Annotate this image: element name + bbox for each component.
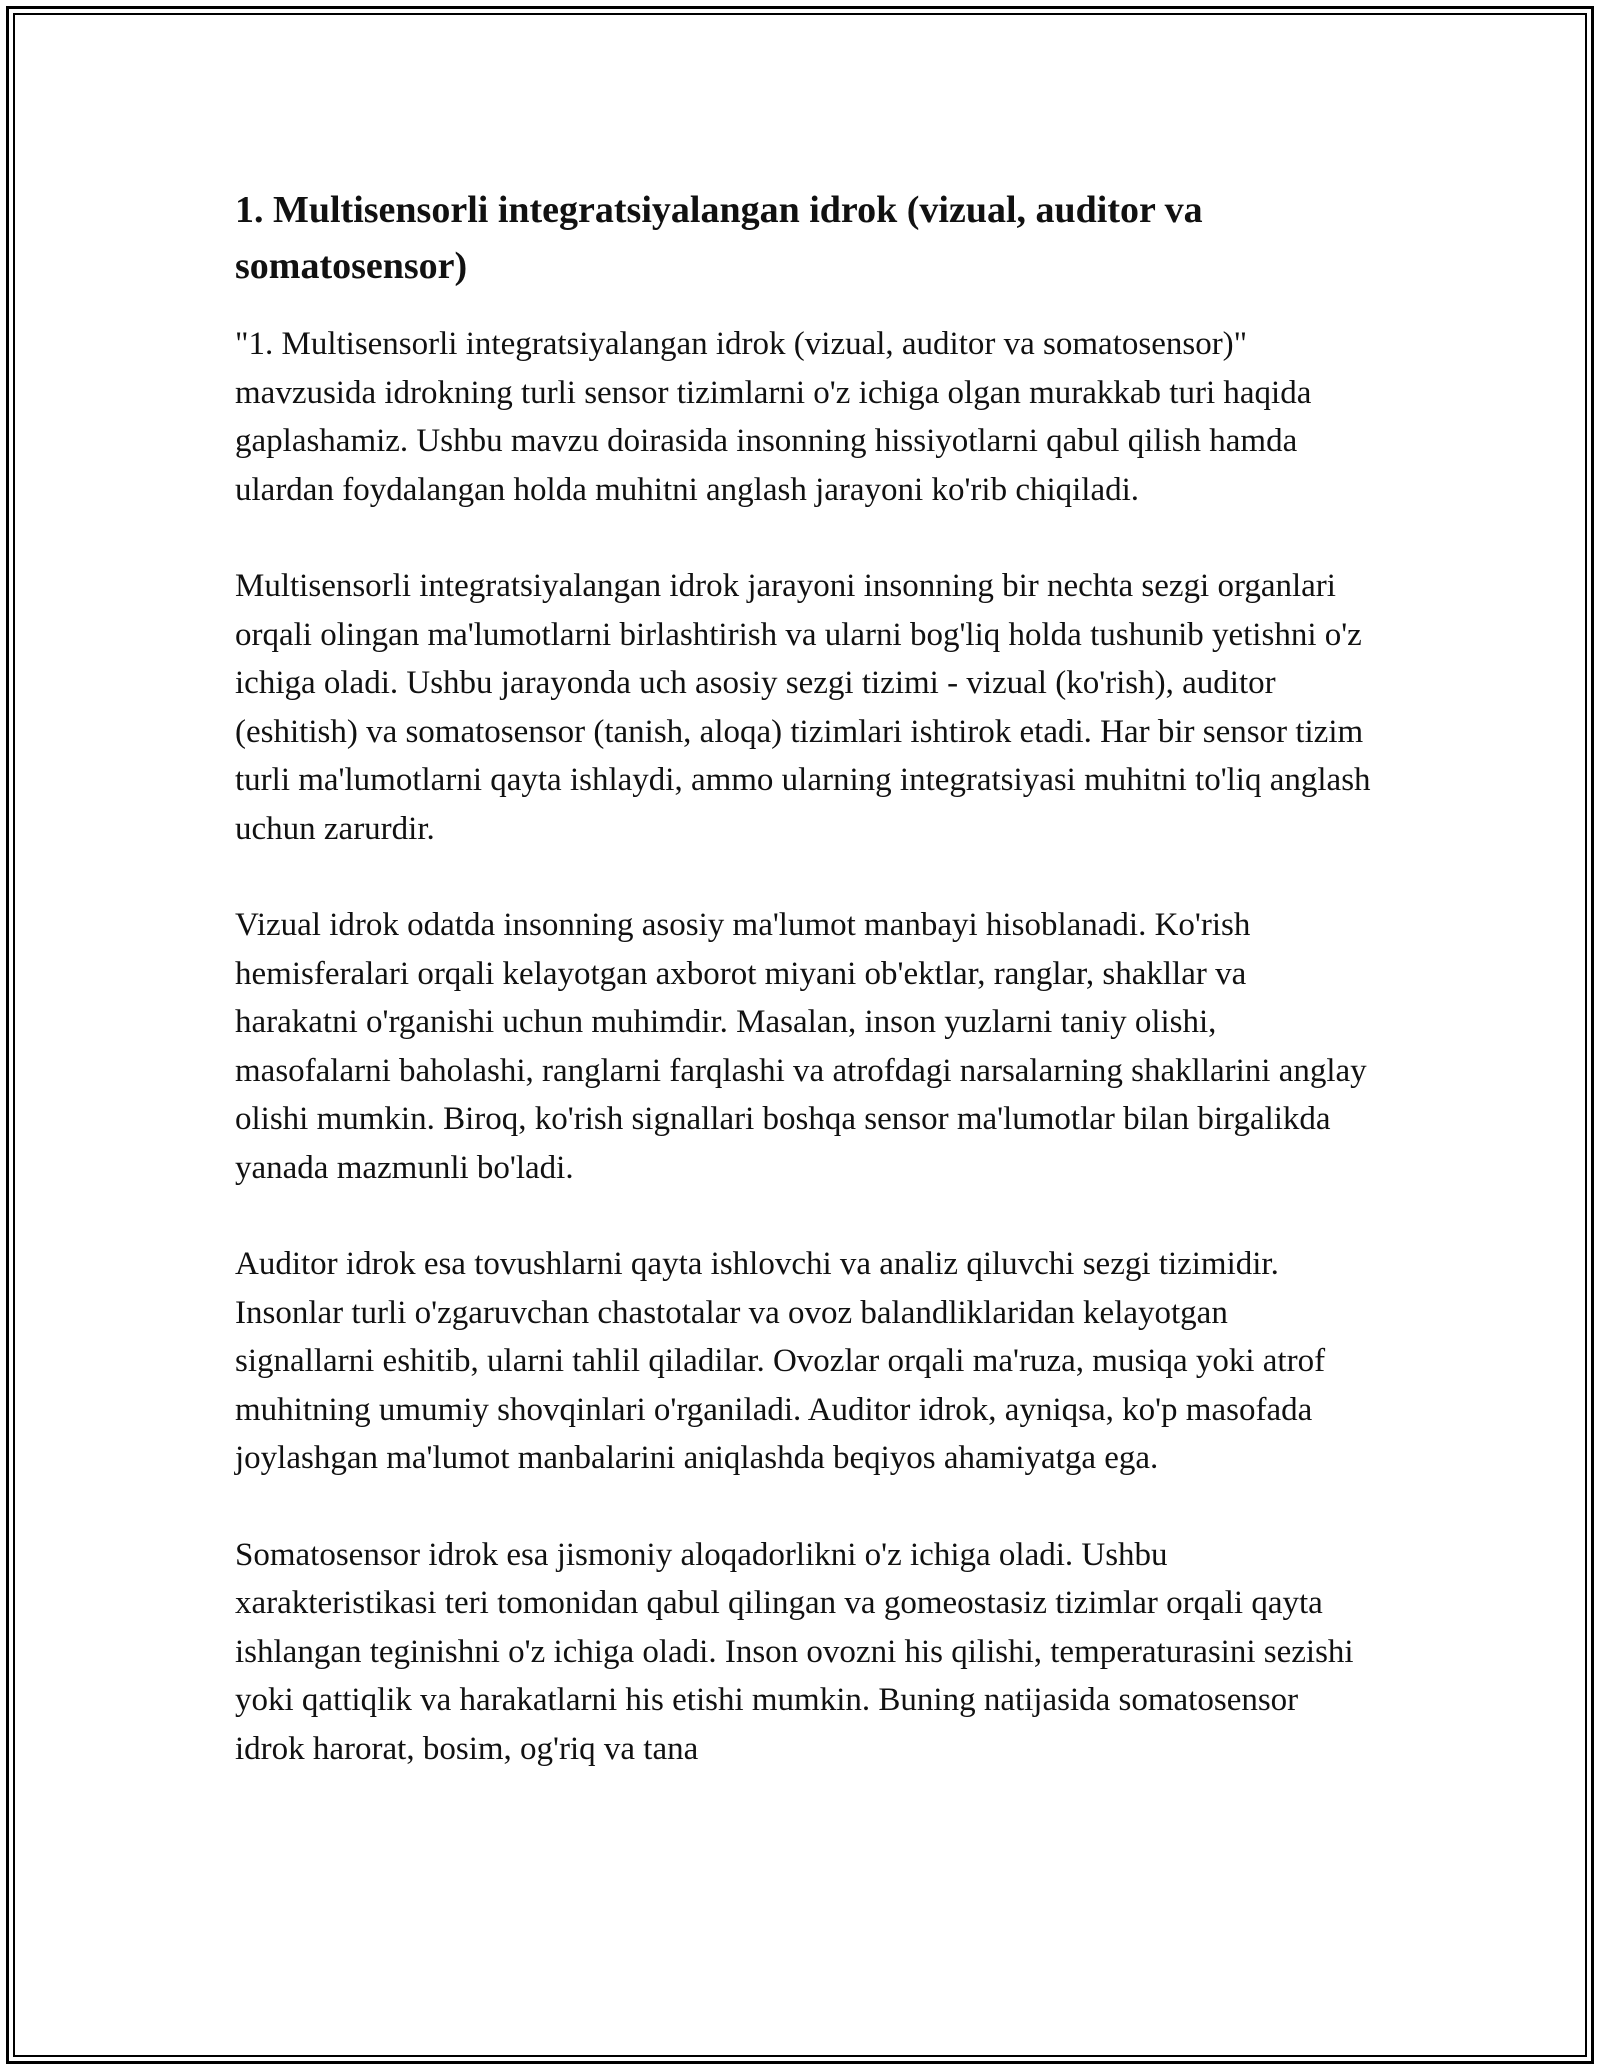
paragraph-integration: Multisensorli integratsiyalangan idrok jarayoni insonning bir nechta sezgi organlari orqali olingan ma'lumotlarni birlashtirish va ularni bog'liq holda tushunib yetishni o'z ichiga oladi. Ushbu jarayonda uch asosiy sezgi tizimi - vizual (ko'rish), auditor (eshitish) va somatosensor (tanish, aloqa) tizimlari ishtirok etadi. Har bir sensor tizim turli ma'lumotlarni qayta ishlaydi, ammo ularning integratsiyasi muhitni to'liq anglash uchun zarurdir. <box>235 568 1371 847</box>
paragraph-intro: "1. Multisensorli integratsiyalangan idrok (vizual, auditor va somatosensor)" mavzusida idrokning turli sensor tizimlarni o'z ichiga olgan murakkab turi haqida gaplashamiz. Ushbu mavzu doirasida insonning hissiyotlarni qabul qilish hamda ulardan foydalangan holda muhitni anglash jarayoni ko'rib chiqiladi. <box>235 326 1312 508</box>
paragraph-somatosensory: Somatosensor idrok esa jismoniy aloqadorlikni o'z ichiga oladi. Ushbu xarakteristikasi teri tomonidan qabul qilingan va gomeostasiz tizimlar orqali qayta ishlangan teginishni o'z ichiga oladi. Inson ovozni his qilishi, temperaturasini sezishi yoki qattiqlik va harakatlarni his etishi mumkin. Buning natijasida somatosensor idrok harorat, bosim, og'riq va tana <box>235 1536 1354 1767</box>
paragraph-visual: Vizual idrok odatda insonning asosiy ma'lumot manbayi hisoblanadi. Ko'rish hemisferalari orqali kelayotgan axborot miyani ob'ektlar, ranglar, shakllar va harakatni o'rganishi uchun muhimdir. Masalan, inson yuzlarni taniy olishi, masofalarni baholashi, ranglarni farqlashi va atrofdagi narsalarning shakllarini anglay olishi mumkin. Biroq, ko'rish signallari boshqa sensor ma'lumotlar bilan birgalikda yanada mazmunli bo'ladi. <box>235 907 1367 1186</box>
paragraph-auditory: Auditor idrok esa tovushlarni qayta ishlovchi va analiz qiluvchi sezgi tizimidir. Insonlar turli o'zgaruvchan chastotalar va ovoz balandliklaridan kelayotgan signallarni eshitib, ularni tahlil qiladilar. Ovozlar orqali ma'ruza, musiqa yoki atrof muhitning umumiy shovqinlari o'rganiladi. Auditor idrok, ayniqsa, ko'p masofada joylashgan ma'lumot manbalarini aniqlashda beqiyos ahamiyatga ega. <box>235 1246 1326 1476</box>
section-title: 1. Multisensorli integratsiyalangan idrok (vizual, auditor va somatosensor) <box>235 189 1203 287</box>
document-body <box>235 182 1375 1821</box>
